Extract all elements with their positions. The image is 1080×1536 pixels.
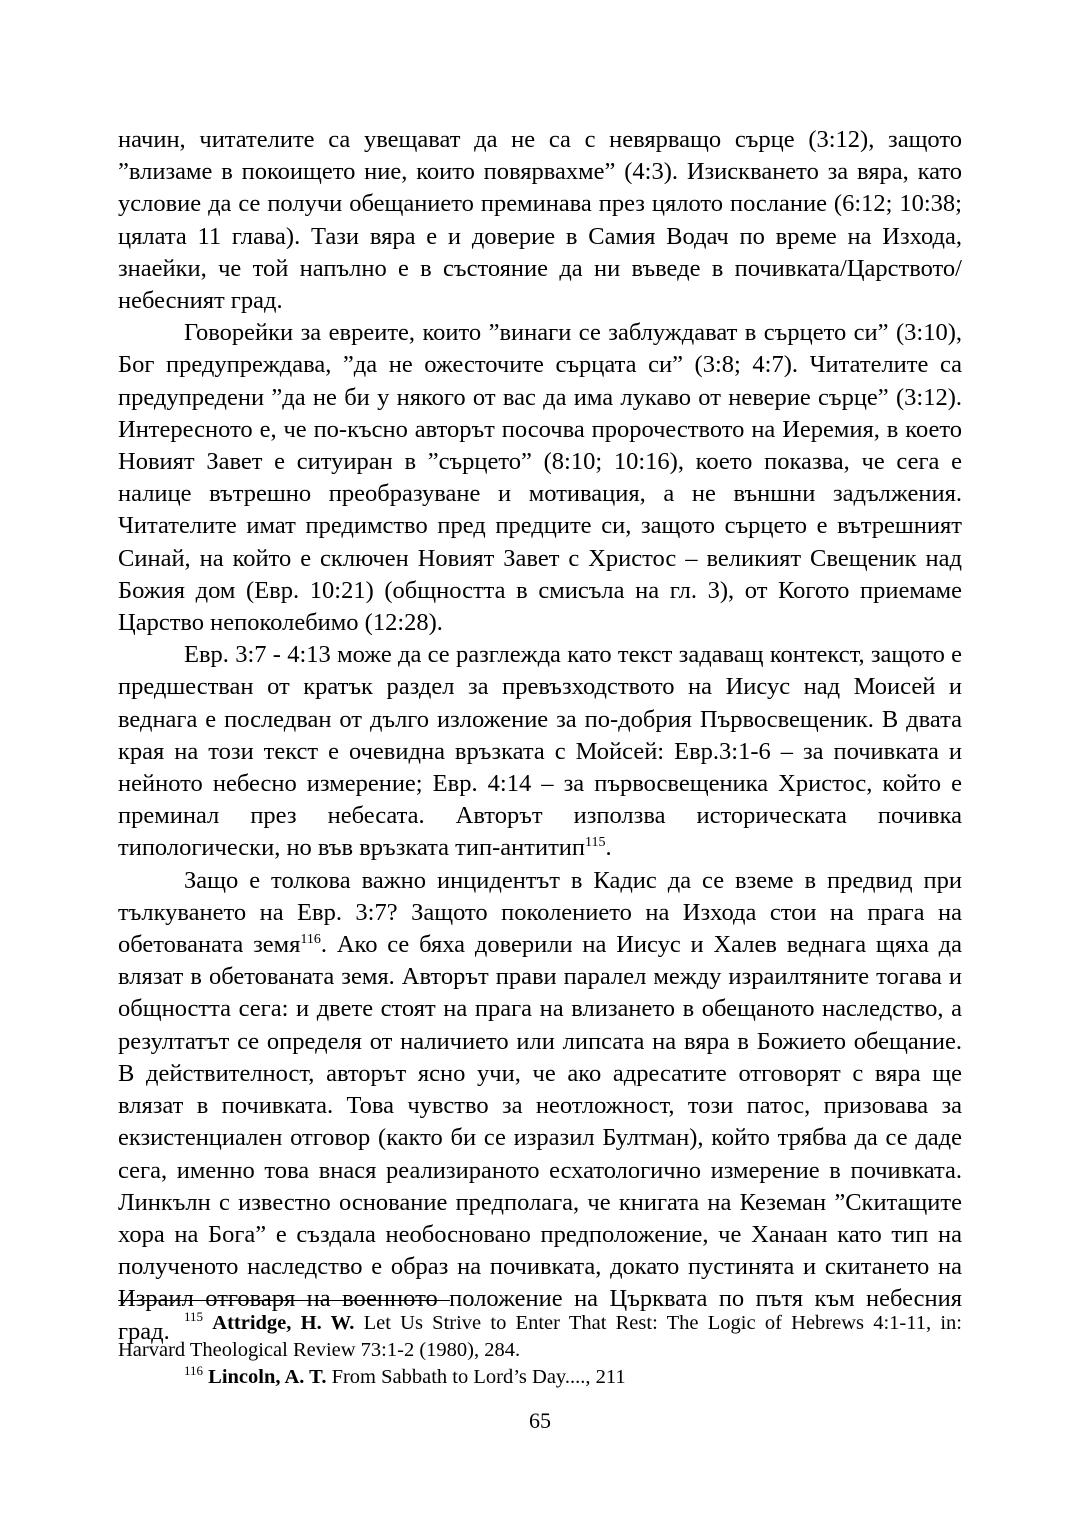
paragraph-1: начин, читателите са увещават да не са с невярващо сърце (3:12), защото ”влизаме в покоището ние, които повярвахме” (4:3). Изискването за вяра, като условие да се получи обещанието преминава през цялото послание (6:12; 10:38; цялата 11 глава). Тази вяра е и доверие в Самия Водач по време на Изхода, знаейки, че той напълно е в състояние да ни въведе в почивката/Царството/небесният град.	[118, 126, 962, 315]
paragraph-4-text: Защо е толкова важно инцидентът в Кадис да се вземе в предвид при тълкуването на Евр. 3:7? Защото поколението на Изхода стои на прага на обетованата земя	[118, 866, 962, 959]
footnote-author: Attridge, H. W.	[212, 1312, 355, 1334]
page-number: 65	[529, 1408, 551, 1433]
footnote-115	[118, 1310, 962, 1364]
paragraph-4	[118, 865, 962, 1348]
footnote-ref-115[interactable]: 115	[585, 835, 606, 851]
footnote-116	[118, 1364, 962, 1391]
main-text	[118, 124, 962, 1348]
footnote-text: Let Us Strive to Enter That Rest: The Logic of Hebrews 4:1-11, in: Harvard Theological Review 73:1-2 (1980), 284.	[118, 1312, 963, 1361]
footnote-separator	[118, 1300, 450, 1301]
footnote-text: From Sabbath to Lord’s Day...., 211	[326, 1366, 626, 1388]
footnote-number: 116	[184, 1363, 204, 1379]
paragraph-3-text: Евр. 3:7 - 4:13 може да се разглежда като текст задаващ контекст, защото е предшестван от кратък раздел за превъзходството на Иисус над Моисей и веднага е последван от дълго изложение за по-добрия Първосвещеник. В двата края на този текст е очевидна връзката с Мойсей: Евр.3:1-6 – за почивката и нейното небесно измерение; Евр. 4:14 – за първосвещеника Христос, който е преминал през небесата. Авторът използва историческата почивка типологически, но във връзката тип-антитип	[118, 641, 962, 862]
footnote-author: Lincoln, A. T.	[208, 1366, 327, 1388]
footnote-ref-116[interactable]: 116	[300, 931, 321, 947]
footnote-number: 115	[184, 1309, 204, 1325]
paragraph-3-tail: .	[605, 834, 612, 862]
paragraph-3	[118, 639, 962, 864]
paragraph-2: Говорейки за евреите, които ”винаги се заблуждават в сърцето си” (3:10), Бог предупреждава, ”да не ожесточите сърцата си” (3:8; 4:7). Читателите са предупредени ”да не би у някого от вас да има лукаво от неверие сърце” (3:12). Интересното е, че по-късно авторът посочва пророчеството на Иеремия, в което Новият Завет е ситуиран в ”сърцето” (8:10; 10:16), което показва, че сега е налице вътрешно преобразуване и мотивация, а не външни задължения. Читателите имат предимство пред предците си, защото сърцето е вътрешният Синай, на който е сключен Новият Завет с Христос – великият Свещеник над Божия дом (Евр. 10:21) (общността в смисъла на гл. 3), от Когото приемаме Царство непоколебимо (12:28).	[118, 319, 962, 637]
paragraph-4-tail: . Ако се бяха доверили на Иисус и Халев веднага щяха да влязат в обетованата земя. Авторът прави паралел между израилтяните тогава и общността сега: и двете стоят на прага на влизането в обещаното наследство, а резултатът се определя от наличието или липсата на вяра в Божието обещание. В действителност, авторът ясно учи, че ако адресатите отговорят с вяра ще влязат в почивката. Това чувство за неотложност, този патос, призовава за екзистенциален отговор (както би се изразил Бултман), който трябва да се даде сега, именно това внася реализираното есхатологично измерение в почивката. Линкълн с известно основание предполага, че книгата на Кеземан ”Скитащите хора на Бога” е създала необосновано предположение, че Ханаан като тип на полученото наследство е образ на почивката, докато пустинята и скитането на Израил отговаря на военното положение на Църквата по пътя към небесния град.	[118, 931, 962, 1345]
footnotes	[118, 1310, 962, 1391]
